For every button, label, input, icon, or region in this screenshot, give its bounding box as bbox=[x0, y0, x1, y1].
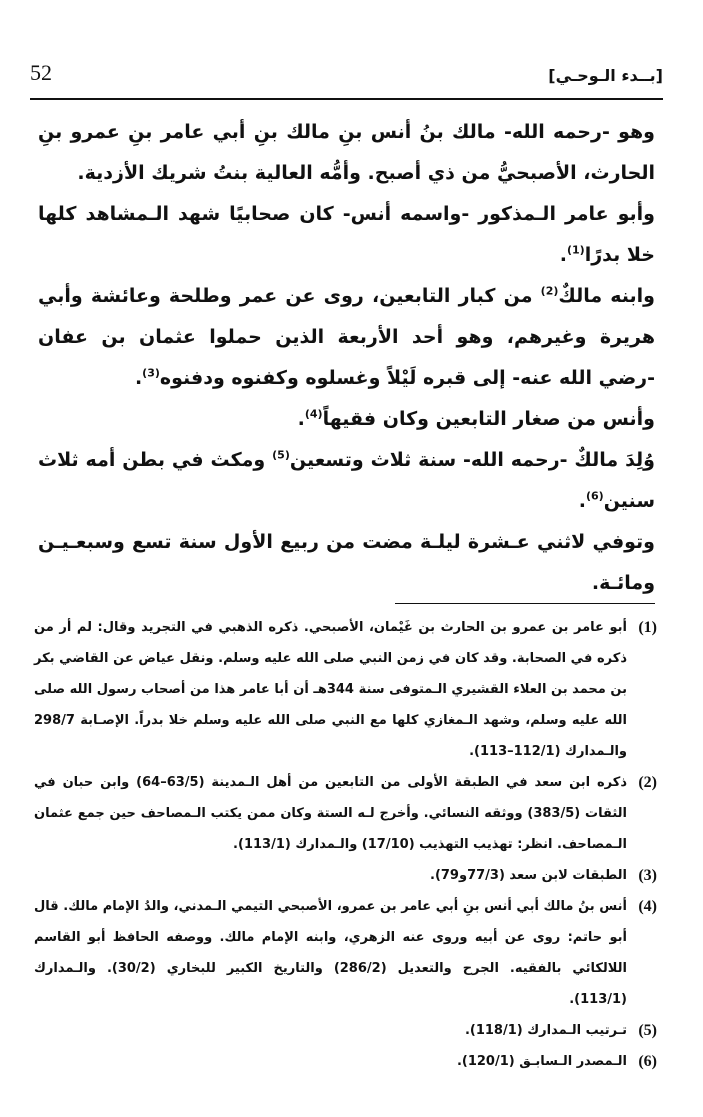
footnote-separator bbox=[395, 603, 655, 604]
footnote-ref-1[interactable]: (1) bbox=[566, 243, 585, 257]
footnotes bbox=[34, 612, 657, 1077]
footnote-number: (3) bbox=[638, 867, 657, 884]
footnote-ref-5[interactable]: (5) bbox=[272, 448, 290, 462]
footnote-ref-3[interactable]: (3) bbox=[142, 366, 160, 380]
footnote-6: (6) الـمصدر الـسابـق (120/1). bbox=[34, 1046, 657, 1077]
running-head: [بــدء الـوحـي] bbox=[548, 66, 663, 85]
footnote-number: (6) bbox=[638, 1053, 657, 1070]
paragraph-2: وأبو عامر الـمذكور -واسمه أنس- كان صحابيًا شهد الـمشاهد كلها خلا بدرًا$^{(1)}$. bbox=[38, 203, 655, 266]
footnote-number: (5) bbox=[638, 1022, 657, 1039]
footnote-ref-6[interactable]: (6) bbox=[585, 489, 604, 503]
footnote-ref-2[interactable]: (2) bbox=[540, 284, 559, 298]
footnote-number: (4) bbox=[638, 898, 657, 915]
footnote-number: (1) bbox=[638, 619, 657, 636]
page-header bbox=[30, 60, 663, 100]
footnote-1: (1) أبو عامر بن عمرو بن الحارث بن غَيْمان، الأصبحي. ذكره الذهبي في التجريد وقال: لم أر من ذكره في الصحابة. وقد كان في زمن النبي صلى الله عليه وسلم. ونقل عياض عن القاضي بكر بن محمد بن العلاء القشيري الـمتوفى سنة 344هـ أن أبا عامر هذا من أصحاب رسول الله صلى الله عليه وسلم، وشهد الـمغازي كلها مع النبي صلى الله عليه وسلم خلا بدراً. الإصـابة 298/7 والـمدارك (112/1–113). bbox=[34, 612, 657, 767]
footnote-ref-4[interactable]: (4) bbox=[304, 407, 323, 421]
footnote-4: (4) أنس بنُ مالك أبي أنس بنِ أبي عامر بن عمرو، الأصبحي التيمي الـمدني، والدُ الإمام مالك. قال أبو حاتم: روى عن أبيه وروى عنه الزهري، وابنه الإمام مالك. ووصفه الحافظ أبو القاسم اللالكائي بالفقيه. الجرح والتعديل (286/2) والتاريخ الكبير للبخاري (30/2). والـمدارك (113/1). bbox=[34, 891, 657, 1015]
page-number: 52 bbox=[30, 60, 52, 85]
paragraph-5: وُلِدَ مالكٌ -رحمه الله- سنة ثلاث وتسعين$^{(5)}$ ومكث في بطن أمه ثلاث سنين$^{(6)}$. bbox=[38, 448, 655, 512]
main-text bbox=[38, 112, 655, 604]
paragraph-6: وتوفي لاثني عـشرة ليلـة مضت من ربيع الأول سنة تسع وسبعـيـن ومائـة. bbox=[38, 531, 655, 594]
paragraph-4: وأنس من صغار التابعين وكان فقيهاً$^{(4)}$. bbox=[297, 407, 655, 430]
paragraph-1: وهو -رحمه الله- مالك بنُ أنس بنِ مالك بنِ أبي عامر بنِ عمرو بنِ الحارث، الأصبحيُّ من ذي أصبح. وأمُّه العالية بنتُ شريك الأزدية. bbox=[38, 121, 655, 184]
header-rule bbox=[30, 98, 663, 100]
footnote-3: (3) الطبقات لابن سعد (77/3و79). bbox=[34, 860, 657, 891]
footnote-5: (5) تـرتيب الـمدارك (118/1). bbox=[34, 1015, 657, 1046]
footnote-2: (2) ذكره ابن سعد في الطبقة الأولى من التابعين من أهل الـمدينة (63/5–64) وابن حبان في الثقات (383/5) ووثقه النسائي. وأخرج لـه الستة وكان ممن يكتب الـمصاحف حين جمع عثمان الـمصاحف. انظر: تهذيب التهذيب (17/10) والـمدارك (113/1). bbox=[34, 767, 657, 860]
paragraph-3: وابنه مالكٌ$^{(2)}$ من كبار التابعين، روى عن عمر وطلحة وعائشة وأبي هريرة وغيرهم، وهو أحد الأربعة الذين حملوا عثمان بن عفان -رضي الله عنه- إلى قبره لَيْلاً وغسلوه وكفنوه ودفنوه$^{(3)}$. bbox=[38, 284, 655, 389]
footnote-number: (2) bbox=[638, 774, 657, 791]
